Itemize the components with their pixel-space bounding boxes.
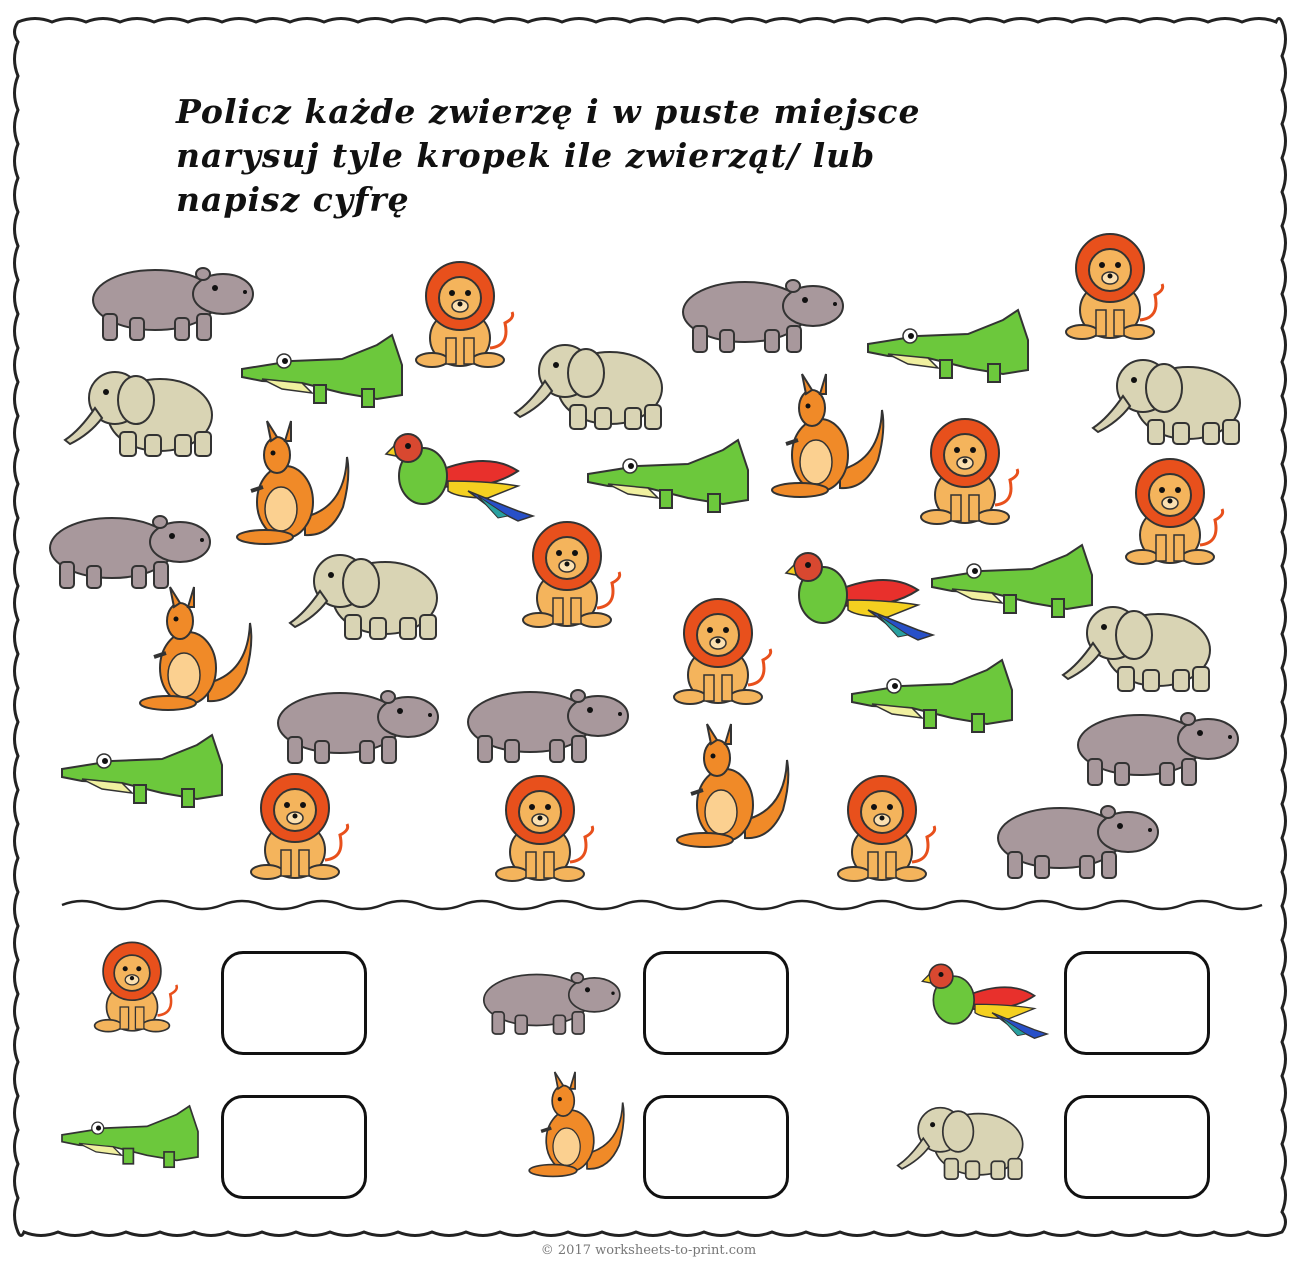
- crocodile-icon: [868, 310, 1028, 382]
- hippo-icon: [1078, 713, 1238, 785]
- hippo-icon: [50, 516, 210, 588]
- crocodile-icon: [852, 660, 1012, 732]
- elephant-icon: [290, 555, 437, 639]
- lion-icon: [674, 599, 771, 704]
- elephant-icon: [65, 372, 212, 456]
- instruction-line: narysuj tyle kropek ile zwierząt/ lub: [176, 136, 876, 175]
- lion-icon: [921, 419, 1018, 524]
- kangaroo-icon: [772, 374, 883, 497]
- crocodile-icon: [62, 1106, 198, 1167]
- crocodile-icon: [62, 735, 222, 807]
- instruction-line: Policz każde zwierzę i w puste miejsce: [176, 92, 921, 131]
- kangaroo-icon: [237, 421, 348, 544]
- hippo-icon: [484, 973, 620, 1034]
- instruction-line: napisz cyfrę: [176, 180, 410, 219]
- lion-icon: [251, 774, 348, 879]
- elephant-icon: [1063, 607, 1210, 691]
- elephant-icon: [898, 1108, 1023, 1179]
- hippo-icon: [998, 806, 1158, 878]
- answer-box[interactable]: [221, 1095, 367, 1199]
- lion-icon: [496, 776, 593, 881]
- lion-icon: [95, 942, 177, 1031]
- lion-icon: [838, 776, 935, 881]
- parrot-icon: [386, 434, 533, 521]
- lion-icon: [416, 262, 513, 367]
- crocodile-icon: [932, 545, 1092, 617]
- kangaroo-icon: [140, 587, 251, 710]
- answer-box[interactable]: [221, 951, 367, 1055]
- answer-box[interactable]: [643, 951, 789, 1055]
- elephant-icon: [515, 345, 662, 429]
- copyright-text: © 2017 worksheets-to-print.com: [540, 1243, 757, 1258]
- kangaroo-icon: [677, 724, 788, 847]
- hippo-icon: [468, 690, 628, 762]
- hippo-icon: [93, 268, 253, 340]
- parrot-icon: [922, 964, 1047, 1038]
- crocodile-icon: [242, 335, 402, 407]
- elephant-icon: [1093, 360, 1240, 444]
- answer-box[interactable]: [1064, 1095, 1210, 1199]
- crocodile-icon: [588, 440, 748, 512]
- hippo-icon: [683, 280, 843, 352]
- parrot-icon: [786, 553, 933, 640]
- kangaroo-icon: [529, 1072, 624, 1177]
- lion-icon: [523, 522, 620, 627]
- answer-box[interactable]: [643, 1095, 789, 1199]
- answer-box[interactable]: [1064, 951, 1210, 1055]
- lion-icon: [1126, 459, 1223, 564]
- hippo-icon: [278, 691, 438, 763]
- lion-icon: [1066, 234, 1163, 339]
